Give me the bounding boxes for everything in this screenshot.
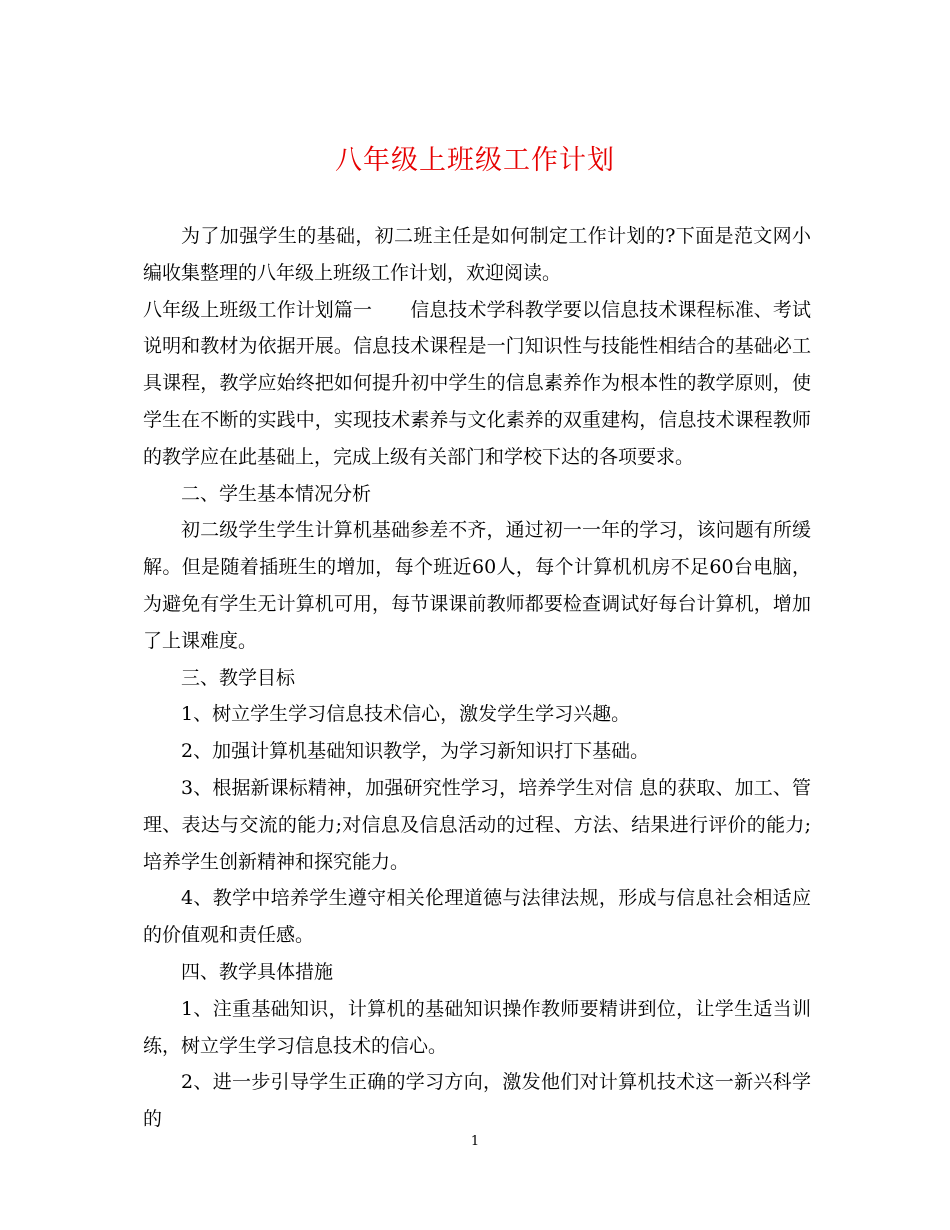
goal-item-4: 4、教学中培养学生遵守相关伦理道德与法律法规，形成与信息社会相适应的价值观和责任感。 [143, 887, 811, 947]
document-title: 八年级上班级工作计划 [335, 145, 615, 176]
goal-item-3: 3、根据新课标精神，加强研究性学习，培养学生对信 息的获取、加工、管理、表达与交流的能力;对信息及信息活动的过程、方法、结果进行评价的能力;培养学生创新精神和探究能力。 [143, 776, 811, 873]
document-body [143, 218, 811, 1138]
heading-teaching-goals: 三、教学目标 [181, 666, 296, 689]
measure-item-2: 2、进一步引导学生正确的学习方向，激发他们对计算机技术这一新兴科学的 [143, 1071, 811, 1131]
section-one-paragraph: 八年级上班级工作计划篇一 信息技术学科教学要以信息技术课程标准、考试说明和教材为依据开展。信息技术课程是一门知识性与技能性相结合的基础必工具课程，教学应始终把如何提升初中学生的信息素养作为根本性的教学原则，使学生在不断的实践中，实现技术素养与文化素养的双重建构，信息技术课程教师的教学应在此基础上，完成上级有关部门和学校下达的各项要求。 [143, 298, 811, 468]
intro-paragraph: 为了加强学生的基础，初二班主任是如何制定工作计划的?下面是范文网小编收集整理的八年级上班级工作计划，欢迎阅读。 [143, 225, 811, 284]
heading-student-analysis: 二、学生基本情况分析 [181, 482, 372, 505]
goal-item-2: 2、加强计算机基础知识教学，为学习新知识打下基础。 [181, 740, 650, 763]
heading-teaching-measures: 四、教学具体措施 [181, 960, 334, 983]
student-analysis-paragraph: 初二级学生学生计算机基础参差不齐，通过初一一年的学习，该问题有所缓解。但是随着插班生的增加，每个班近60人，每个计算机机房不足60台电脑，为避免有学生无计算机可用，每节课课前教师都要检查调试好每台计算机，增加了上课难度。 [143, 519, 811, 652]
page-number: 1 [470, 1134, 480, 1149]
measure-item-1: 1、注重基础知识，计算机的基础知识操作教师要精讲到位，让学生适当训练，树立学生学习信息技术的信心。 [143, 997, 811, 1057]
goal-item-1: 1、树立学生学习信息技术信心，激发学生学习兴趣。 [181, 703, 631, 726]
